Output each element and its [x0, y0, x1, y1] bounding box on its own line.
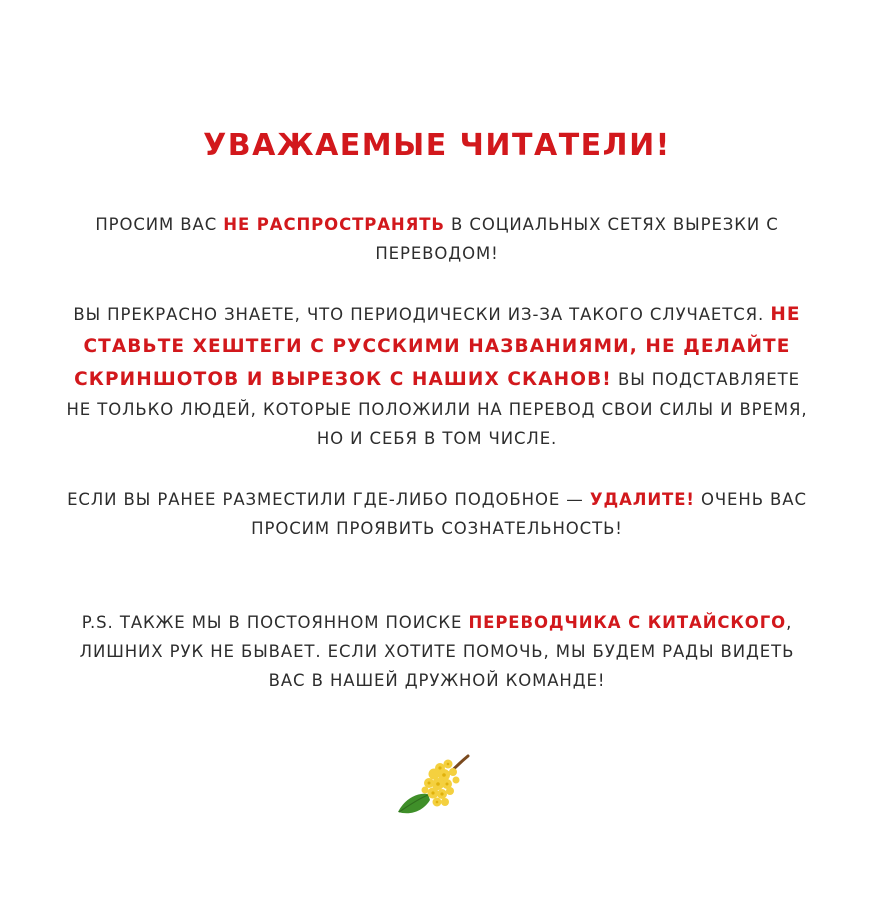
text-segment-highlight: ПЕРЕВОДЧИКА С КИТАЙСКОГО: [468, 613, 787, 633]
text-segment-highlight: НЕ РАСПРОСТРАНЯТЬ: [223, 215, 445, 234]
text-segment: ОЧЕНЬ ВАС ПРОСИМ ПРОЯВИТЬ СОЗНАТЕЛЬНОСТЬ!: [251, 489, 807, 538]
paragraph-delete-request: [62, 486, 812, 544]
text-segment-highlight: НЕ СТАВЬТЕ ХЕШТЕГИ С РУССКИМИ НАЗВАНИЯМИ, НЕ ДЕЛАЙТЕ СКРИНШОТОВ И ВЫРЕЗОК С НАШИХ СКАНОВ!: [74, 303, 801, 390]
flower-sprig-icon: [0, 742, 874, 828]
text-segment-highlight: УДАЛИТЕ!: [589, 489, 695, 509]
paragraph-hashtags-warning: [62, 299, 812, 454]
text-segment: , ЛИШНИХ РУК НЕ БЫВАЕТ. ЕСЛИ ХОТИТЕ ПОМОЧЬ, МЫ БУДЕМ РАДЫ ВИДЕТЬ ВАС В НАШЕЙ ДРУЖНОЙ КОМАНДЕ!: [79, 613, 795, 691]
paragraph-translator-search: [62, 609, 812, 696]
page-title: УВАЖАЕМЫЕ ЧИТАТЕЛИ!: [203, 128, 671, 163]
paragraph-request-no-sharing: [62, 211, 812, 269]
text-segment: ПРОСИМ ВАС: [95, 215, 224, 234]
text-segment: ВЫ ПОДСТАВЛЯЕТЕ НЕ ТОЛЬКО ЛЮДЕЙ, КОТОРЫЕ ПОЛОЖИЛИ НА ПЕРЕВОД СВОИ СИЛЫ И ВРЕМЯ, НО И СЕБЯ В ТОМ ЧИСЛЕ.: [66, 369, 808, 448]
text-segment: В СОЦИАЛЬНЫХ СЕТЯХ ВЫРЕЗКИ С ПЕРЕВОДОМ!: [375, 215, 779, 263]
text-segment: P.S. ТАКЖЕ МЫ В ПОСТОЯННОМ ПОИСКЕ: [81, 613, 469, 633]
text-segment: ЕСЛИ ВЫ РАНЕЕ РАЗМЕСТИЛИ ГДЕ-ЛИБО ПОДОБНОЕ —: [67, 489, 590, 509]
text-segment: ВЫ ПРЕКРАСНО ЗНАЕТЕ, ЧТО ПЕРИОДИЧЕСКИ ИЗ-ЗА ТАКОГО СЛУЧАЕТСЯ.: [73, 304, 771, 324]
